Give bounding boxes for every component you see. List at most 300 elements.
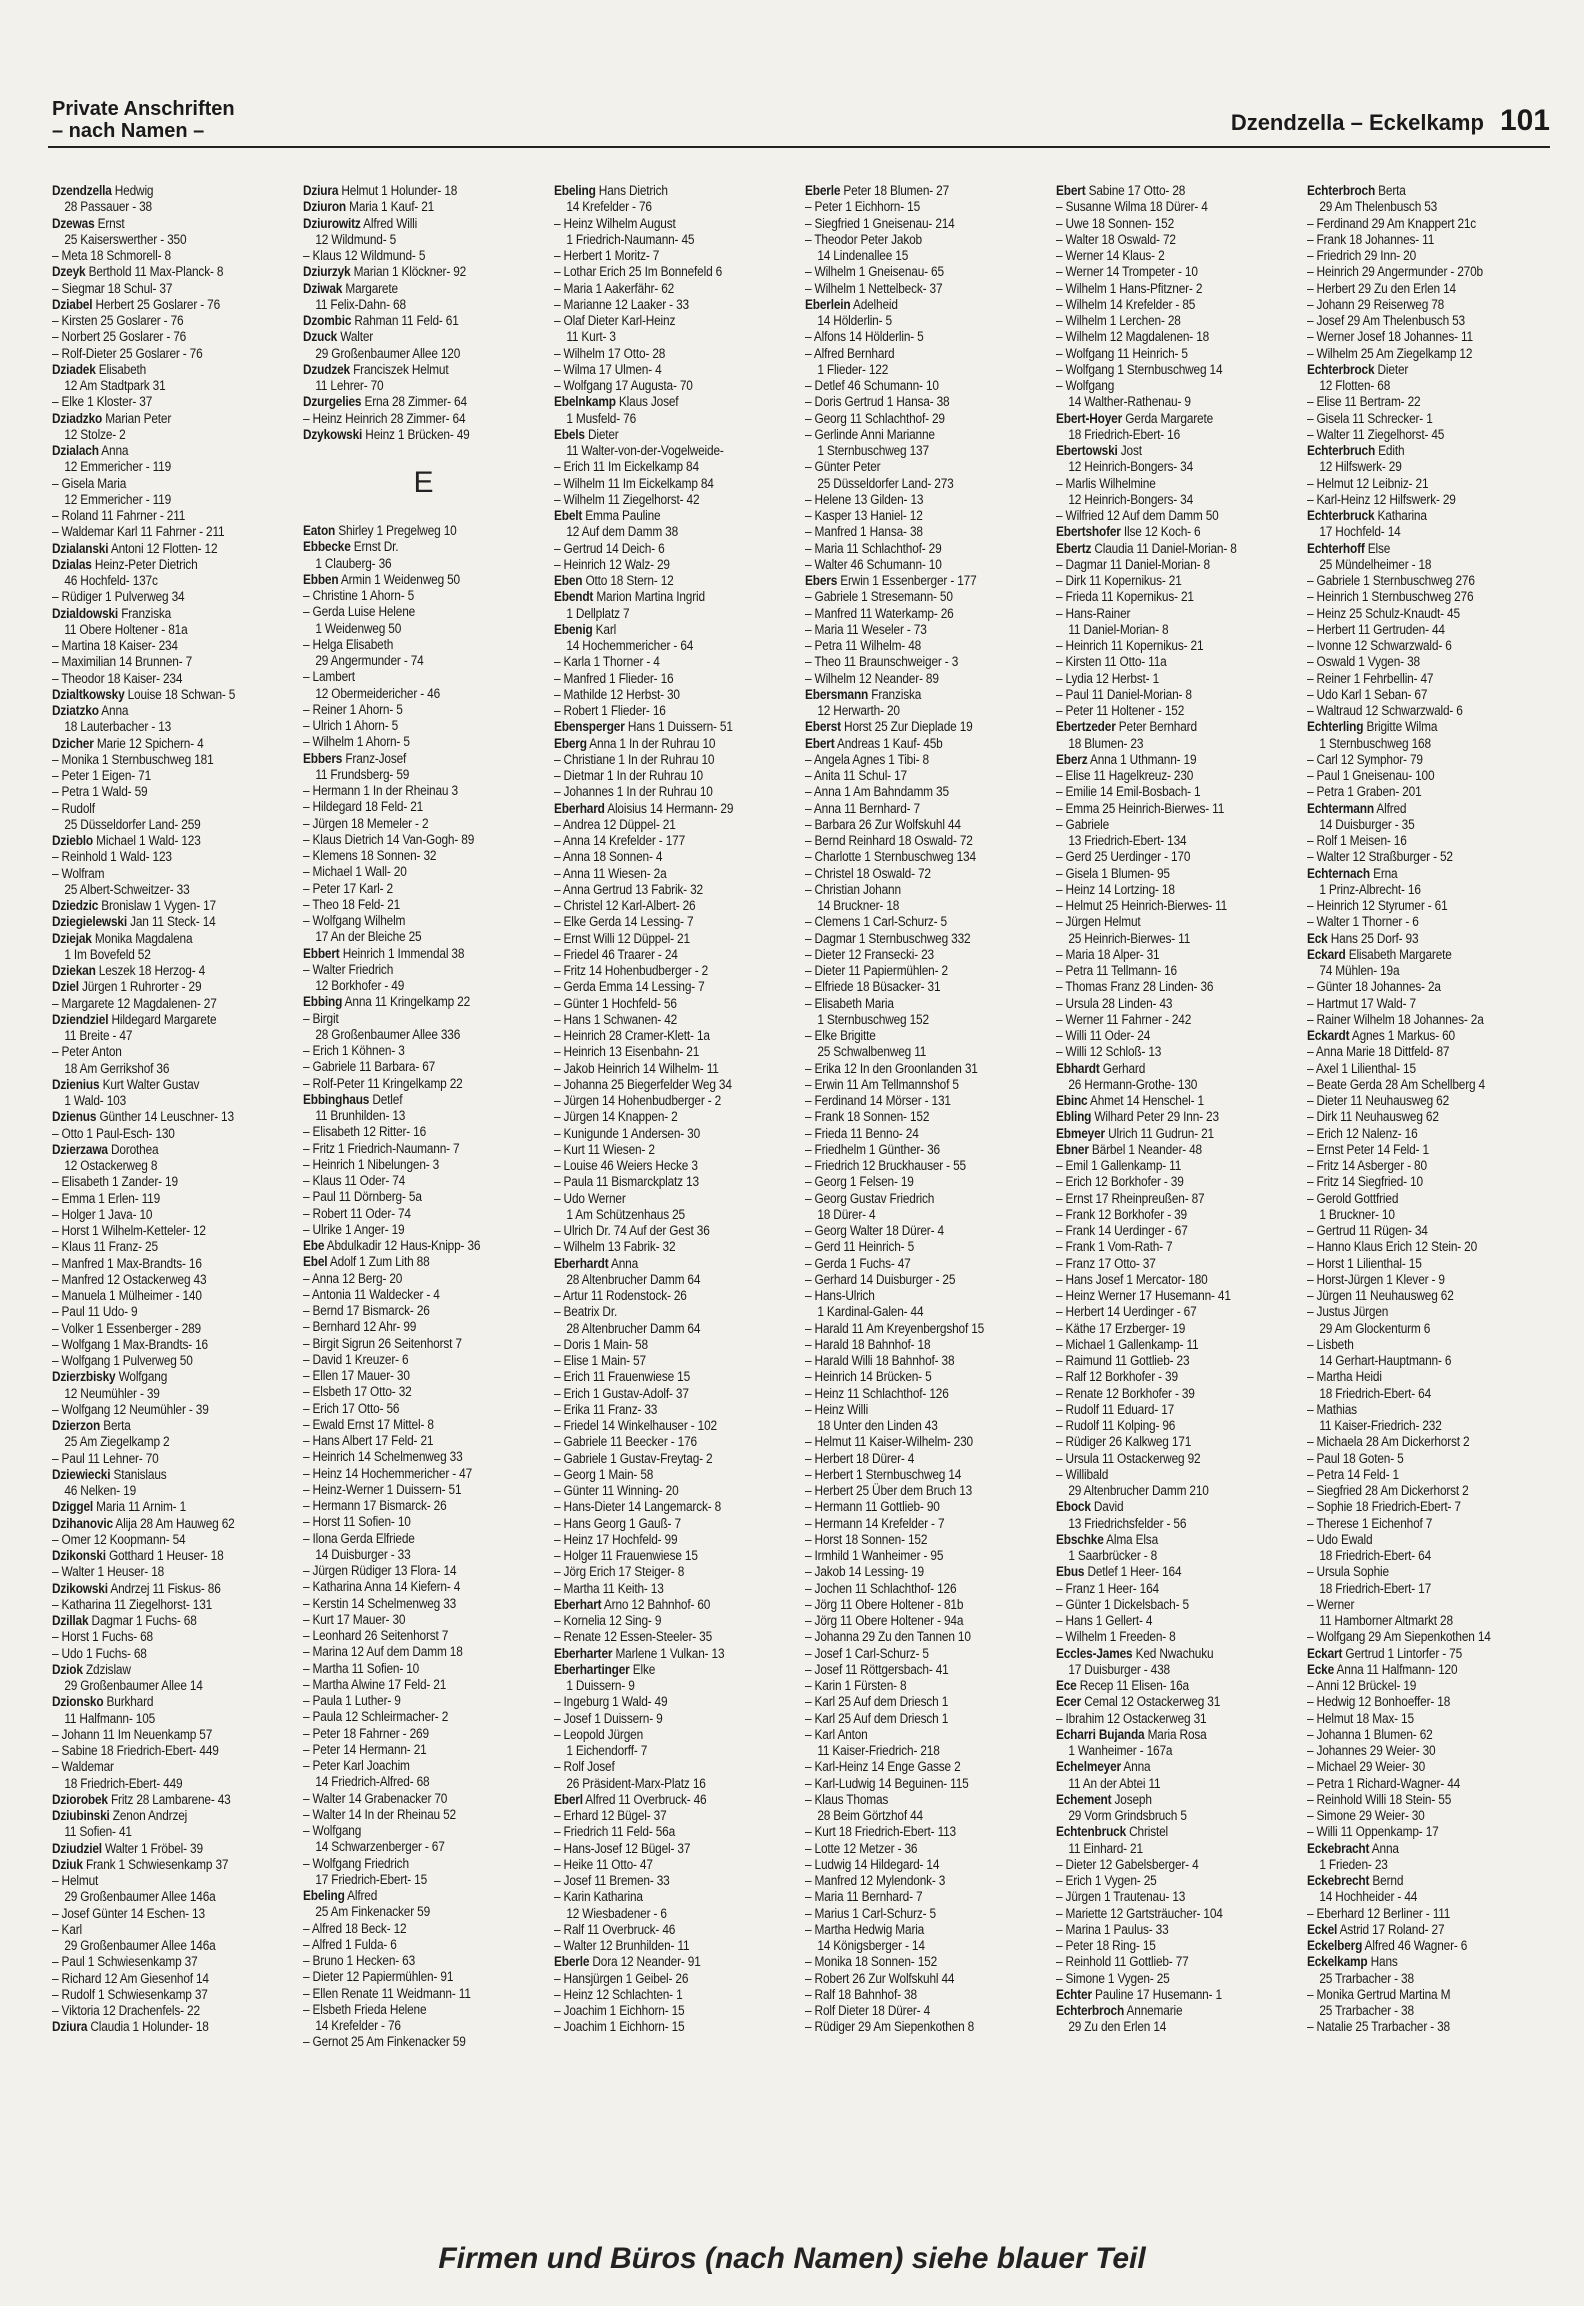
entry-surname: Eberhard	[554, 800, 605, 816]
entry-details: Maria 1 Kauf- 21	[345, 199, 435, 215]
directory-sub-entry: – Peter 1 Eigen- 71	[52, 768, 152, 783]
entry-surname: Eccles-James	[1056, 1645, 1133, 1661]
directory-sub-entry: – Jürgen 11 Neuhausweg 62	[1307, 1288, 1454, 1303]
directory-entry	[554, 183, 794, 199]
directory-sub-entry: – Hermann 14 Krefelder - 7	[805, 1515, 945, 1531]
directory-entry	[52, 541, 292, 557]
directory-sub-entry: – Petra 14 Feld- 1	[1307, 1466, 1399, 1482]
entry-surname: Dzienius	[52, 1076, 100, 1092]
directory-sub-entry: – Ewald Ernst 17 Mittel- 8	[303, 1416, 434, 1432]
directory-sub-entry: – Helmut 12 Leibniz- 21	[1307, 475, 1429, 491]
directory-entry	[52, 1467, 292, 1483]
entry-details: Christel	[1126, 1824, 1169, 1840]
directory-sub-entry: – Alfred 18 Beck- 12	[303, 1920, 407, 1936]
directory-entry	[554, 1597, 794, 1613]
entry-details: Louise 18 Schwan- 5	[124, 686, 236, 702]
entry-surname: Dziadek	[52, 361, 96, 377]
directory-sub-entry: – Jürgen Rüdiger 13 Flora- 14	[303, 1563, 457, 1578]
entry-address-line: 12 Wildmund- 5	[315, 231, 397, 247]
entry-surname: Eckebrecht	[1307, 1873, 1370, 1888]
entry-surname: Ebers	[805, 573, 838, 588]
directory-sub-entry: – Frieda 11 Kopernikus- 21	[1056, 589, 1194, 605]
directory-entry	[1056, 1759, 1296, 1775]
entry-address-line: 25 Düsseldorfer Land- 273	[817, 475, 954, 491]
directory-sub-entry: – Hartmut 17 Wald- 7	[1307, 995, 1416, 1011]
entry-details: Ilse 12 Koch- 6	[1120, 524, 1201, 540]
entry-details: Berta	[100, 1418, 131, 1433]
directory-entry	[554, 1954, 794, 1970]
entry-address-line: 14 Königsberger - 14	[817, 1938, 925, 1953]
entry-surname: Dziurzyk	[303, 264, 351, 280]
directory-sub-entry: – Wilhelm 14 Krefelder - 85	[1056, 296, 1196, 312]
directory-sub-entry: – Michaela 28 Am Dickerhorst 2	[1307, 1434, 1470, 1450]
entry-address-line: 11 Felix-Dahn- 68	[315, 296, 406, 312]
directory-sub-entry: – David 1 Kreuzer- 6	[303, 1351, 409, 1367]
directory-sub-entry: – Kurt 18 Friedrich-Ebert- 113	[805, 1824, 956, 1840]
directory-sub-entry: – Jürgen 14 Knappen- 2	[554, 1109, 678, 1125]
entry-address-line: 25 Albert-Schweitzer- 33	[64, 881, 190, 897]
entry-address-line: 25 Trarbacher - 38	[1319, 1970, 1414, 1986]
directory-sub-entry: – Harald 18 Bahnhof- 18	[805, 1336, 931, 1352]
directory-sub-entry: – Kasper 13 Haniel- 12	[805, 508, 923, 523]
directory-sub-entry: – Lydia 12 Herbst- 1	[1056, 670, 1160, 686]
directory-sub-entry: – Hans 1 Schwanen- 42	[554, 1011, 678, 1027]
directory-sub-entry: – Emil 1 Gallenkamp- 11	[1056, 1158, 1182, 1173]
directory-entry	[52, 2019, 292, 2035]
directory-sub-entry: – Anna 1 Am Bahndamm 35	[805, 784, 949, 800]
directory-entry	[52, 1841, 292, 1857]
entry-address-line: 14 Friedrich-Alfred- 68	[315, 1774, 430, 1790]
directory-sub-entry: – Hansjürgen 1 Geibel- 26	[554, 1970, 689, 1986]
directory-sub-entry: – Jürgen 1 Trautenau- 13	[1056, 1889, 1186, 1905]
directory-sub-entry: – Wilhelm 12 Neander- 89	[805, 670, 939, 686]
directory-sub-entry: – Horst 1 Lilienthal- 15	[1307, 1255, 1422, 1271]
directory-sub-entry: – Wilhelm 25 Am Ziegelkamp 12	[1307, 345, 1473, 361]
entry-details: Dieter	[584, 426, 619, 442]
directory-sub-entry: – Walter 12 Straßburger - 52	[1307, 849, 1453, 865]
entry-details: Dorothea	[107, 1141, 159, 1157]
entry-details: Bärbel 1 Neander- 48	[1088, 1141, 1202, 1157]
entry-details: Aloisius 14 Hermann- 29	[604, 800, 734, 816]
directory-sub-entry: – Waldemar Karl 11 Fahrner - 211	[52, 524, 225, 540]
entry-address-line: 11 Kurt- 3	[566, 329, 616, 345]
entry-details: Antoni 12 Flotten- 12	[108, 540, 218, 556]
directory-entry	[303, 216, 543, 232]
entry-details: Brigitte Wilma	[1363, 719, 1438, 735]
directory-sub-entry: – Elfriede 18 Büsacker- 31	[805, 979, 941, 995]
entry-address-line: 29 Großenbaumer Allee 120	[315, 345, 461, 361]
directory-sub-entry: – Beatrix Dr.	[554, 1304, 618, 1320]
directory-sub-entry: – Dieter 11 Papiermühlen- 2	[805, 963, 948, 978]
directory-sub-entry: – Josef 11 Röttgersbach- 41	[805, 1661, 949, 1677]
directory-entry	[1056, 183, 1296, 199]
entry-address-line: 1 Friedrich-Naumann- 45	[566, 231, 695, 247]
entry-details: Walter	[337, 329, 374, 345]
directory-entry	[1307, 1873, 1547, 1889]
entry-details: Marion Martina Ingrid	[593, 589, 705, 605]
entry-surname: Dziuron	[303, 199, 346, 215]
directory-entry	[52, 1857, 292, 1873]
directory-sub-entry: – Gerlinde Anni Marianne	[805, 426, 935, 442]
entry-address-line: 25 Schwalbenweg 11	[817, 1044, 927, 1060]
entry-address-line: 18 Blumen- 23	[1068, 735, 1144, 751]
entry-details: Michael 1 Wald- 123	[93, 833, 201, 848]
entry-address-line: 12 Hilfswerk- 29	[1319, 459, 1402, 475]
directory-sub-entry: – Georg 1 Felsen- 19	[805, 1174, 914, 1190]
directory-sub-entry: – Peter Karl Joachim	[303, 1758, 410, 1773]
directory-sub-entry: – Klaus Dietrich 14 Van-Gogh- 89	[303, 831, 475, 847]
directory-sub-entry: – Gertrud 14 Deich- 6	[554, 540, 665, 556]
directory-entry	[1056, 443, 1296, 459]
entry-details: Franciszek Helmut	[349, 361, 449, 377]
directory-sub-entry: – Gerda 1 Fuchs- 47	[805, 1255, 911, 1271]
directory-sub-entry: – Gisela 11 Schrecker- 1	[1307, 410, 1433, 426]
entry-address-line: 1 Weidenweg 50	[315, 620, 402, 636]
directory-sub-entry: – Wilhelm 12 Magdalenen- 18	[1056, 329, 1210, 345]
directory-sub-entry: – Wilhelm 1 Ahorn- 5	[303, 734, 410, 750]
directory-sub-entry: – Paul 18 Goten- 5	[1307, 1450, 1404, 1466]
directory-sub-entry: – Wolfgang Friedrich	[303, 1855, 409, 1871]
directory-entry	[52, 1792, 292, 1808]
directory-sub-entry: – Dieter 11 Neuhausweg 62	[1307, 1093, 1449, 1108]
directory-sub-entry: – Heinz Werner 17 Husemann- 41	[1056, 1288, 1231, 1303]
directory-sub-entry: – Anna 11 Wiesen- 2a	[554, 865, 667, 881]
directory-sub-entry: – Ulrike 1 Anger- 19	[303, 1221, 405, 1237]
directory-entry	[1056, 2003, 1296, 2019]
directory-sub-entry: – Alfred 1 Fulda- 6	[303, 1936, 397, 1952]
entry-surname: Echterbroch	[1056, 2003, 1125, 2018]
entry-address-line: 1 Bruckner- 10	[1319, 1206, 1395, 1222]
entry-address-line: 29 Großenbaumer Allee 14	[64, 1678, 203, 1693]
entry-address-line: 11 Daniel-Morian- 8	[1068, 621, 1169, 637]
directory-sub-entry: – Waldemar	[52, 1759, 114, 1775]
entry-surname: Ebelt	[554, 508, 583, 523]
directory-entry	[805, 183, 1045, 199]
directory-sub-entry: – Udo Werner	[554, 1190, 626, 1206]
entry-details: Fritz 28 Lambarene- 43	[107, 1791, 231, 1807]
entry-address-line: 14 Schwarzenberger - 67	[315, 1839, 445, 1855]
directory-sub-entry: – Richard 12 Am Giesenhof 14	[52, 1970, 209, 1986]
directory-entry	[52, 1499, 292, 1515]
directory-sub-entry: – Anna 18 Sonnen- 4	[554, 849, 663, 865]
directory-sub-entry: – Karl-Heinz 12 Hilfswerk- 29	[1307, 491, 1456, 507]
entry-surname: Echterhoff	[1307, 540, 1365, 556]
entry-address-line: 12 Am Stadtpark 31	[64, 378, 166, 393]
directory-sub-entry: – Frank 14 Uerdinger - 67	[1056, 1223, 1188, 1238]
directory-sub-entry: – Günter 1 Hochfeld- 56	[554, 995, 677, 1011]
directory-sub-entry: – Karl Anton	[805, 1726, 868, 1742]
directory-sub-entry: – Udo Karl 1 Seban- 67	[1307, 686, 1428, 702]
directory-sub-entry: – Lotte 12 Metzer - 36	[805, 1840, 918, 1856]
directory-entry	[554, 508, 794, 524]
entry-surname: Ebmeyer	[1056, 1125, 1105, 1141]
entry-details: Claudia 1 Holunder- 18	[87, 2019, 209, 2035]
directory-sub-entry: – Paula 12 Schleirmacher- 2	[303, 1709, 449, 1725]
directory-sub-entry: – Georg 1 Main- 58	[554, 1466, 654, 1482]
entry-details: Klaus Josef	[615, 394, 679, 410]
entry-address-line: 28 Altenbrucher Damm 64	[566, 1271, 701, 1287]
entry-surname: Eckard	[1307, 946, 1346, 962]
directory-entry	[52, 183, 292, 199]
directory-entry	[1056, 1061, 1296, 1077]
entry-details: Adolf 1 Zum Lith 88	[327, 1254, 430, 1270]
directory-sub-entry: – Sabine 18 Friedrich-Ebert- 449	[52, 1743, 219, 1758]
directory-sub-entry: – Volker 1 Essenberger - 289	[52, 1320, 201, 1336]
entry-address-line: 1 Duissern- 9	[566, 1678, 635, 1693]
entry-surname: Eberz	[1056, 751, 1088, 767]
entry-details: Alfred 46 Wagner- 6	[1362, 1938, 1468, 1953]
entry-address-line: 28 Altenbrucher Damm 64	[566, 1320, 701, 1336]
entry-details: Armin 1 Weidenweg 50	[338, 571, 460, 587]
entry-surname: Ebner	[1056, 1141, 1089, 1157]
directory-sub-entry: – Horst 11 Sofien- 10	[303, 1514, 411, 1530]
directory-sub-entry: – Dagmar 11 Daniel-Morian- 8	[1056, 556, 1210, 572]
entry-address-line: 12 Auf dem Damm 38	[566, 524, 679, 540]
entry-details: Andreas 1 Kauf- 45b	[834, 735, 943, 751]
directory-sub-entry: – Ulrich Dr. 74 Auf der Gest 36	[554, 1223, 710, 1238]
entry-address-line: 12 Stolze- 2	[64, 426, 126, 442]
directory-sub-entry: – Maria 11 Bernhard- 7	[805, 1889, 923, 1905]
entry-surname: Ebendt	[554, 589, 594, 605]
directory-sub-entry: – Gernot 25 Am Finkenacker 59	[303, 2034, 466, 2050]
entry-address-line: 11 Halfmann- 105	[64, 1710, 156, 1726]
directory-entry	[1056, 1694, 1296, 1710]
entry-details: Berthold 11 Max-Planck- 8	[85, 264, 224, 280]
directory-sub-entry: – Johann 11 Im Neuenkamp 57	[52, 1726, 213, 1742]
entry-details: Bernd	[1369, 1873, 1404, 1888]
directory-sub-entry: – Gabriele 1 Stresemann- 50	[805, 589, 953, 605]
directory-sub-entry: – Paul 11 Udo- 9	[52, 1304, 138, 1320]
directory-sub-entry: – Sophie 18 Friedrich-Ebert- 7	[1307, 1499, 1461, 1515]
directory-sub-entry: – Ralf 11 Overbruck- 46	[554, 1921, 676, 1937]
directory-sub-entry: – Siegmar 18 Schul- 37	[52, 280, 173, 296]
directory-entry	[1307, 866, 1547, 882]
directory-sub-entry: – Dietmar 1 In der Ruhrau 10	[554, 768, 703, 783]
directory-sub-entry: – Hans 1 Gellert- 4	[1056, 1613, 1153, 1628]
entry-address-line: 29 Zu den Erlen 14	[1068, 2019, 1167, 2035]
directory-sub-entry: – Simone 1 Vygen- 25	[1056, 1970, 1170, 1986]
directory-sub-entry: – Reinhold 11 Gottlieb- 77	[1056, 1954, 1189, 1970]
directory-sub-entry: – Ferdinand 14 Mörser - 131	[805, 1093, 951, 1108]
directory-entry	[1307, 1646, 1547, 1662]
entry-details: Margarete	[342, 280, 398, 296]
entry-details: Detlef	[369, 1091, 403, 1107]
directory-entry	[1307, 719, 1547, 735]
entry-address-line: 18 Friedrich-Ebert- 16	[1068, 426, 1180, 442]
directory-sub-entry: – Gabriele 11 Beecker - 176	[554, 1434, 697, 1450]
entry-address-line: 14 Gerhart-Hauptmann- 6	[1319, 1353, 1452, 1368]
entry-surname: Eck	[1307, 930, 1328, 946]
directory-sub-entry: – Simone 29 Weier- 30	[1307, 1808, 1425, 1823]
directory-sub-entry: – Klaus 11 Oder- 74	[303, 1173, 406, 1188]
entry-details: Joseph	[1111, 1791, 1152, 1807]
entry-details: Berta	[1375, 183, 1406, 198]
entry-address-line: 17 An der Bleiche 25	[315, 929, 422, 945]
entry-address-line: 12 Emmericher - 119	[64, 459, 172, 475]
entry-details: Monika Magdalena	[91, 930, 193, 946]
directory-sub-entry: – Angela Agnes 1 Tibi- 8	[805, 751, 929, 767]
entry-details: Alfred	[1373, 800, 1407, 816]
directory-sub-entry: – Maria 11 Schlachthof- 29	[805, 540, 942, 556]
directory-sub-entry: – Hans Albert 17 Feld- 21	[303, 1433, 434, 1448]
directory-entry	[554, 394, 794, 410]
directory-entry	[52, 703, 292, 719]
entry-details: Marlene 1 Vulkan- 13	[612, 1645, 725, 1661]
entry-surname: Eben	[554, 573, 583, 588]
directory-sub-entry: – Friedel 46 Traarer - 24	[554, 946, 678, 962]
directory-sub-entry: – Friedrich 29 Inn- 20	[1307, 248, 1417, 263]
entry-surname: Echter	[1056, 1986, 1092, 2002]
directory-sub-entry: – Maria 1 Aakerfähr- 62	[554, 280, 675, 296]
entry-details: Marian Peter	[102, 410, 172, 426]
directory-sub-entry: – Peter 1 Eichhorn- 15	[805, 199, 921, 215]
entry-details: Anna 1 Uthmann- 19	[1087, 751, 1197, 767]
directory-sub-entry: – Rolf-Dieter 25 Goslarer - 76	[52, 345, 203, 361]
directory-sub-entry: – Rainer Wilhelm 18 Johannes- 2a	[1307, 1011, 1484, 1027]
directory-sub-entry: – Artur 11 Rodenstock- 26	[554, 1288, 687, 1303]
entry-address-line: 1 Im Bovefeld 52	[64, 946, 151, 962]
directory-sub-entry: – Heinrich 28 Cramer-Klett- 1a	[554, 1028, 710, 1043]
directory-sub-entry: – Christel 18 Oswald- 72	[805, 865, 931, 881]
directory-sub-entry: – Herbert 29 Zu den Erlen 14	[1307, 280, 1456, 296]
directory-entry	[52, 914, 292, 930]
directory-sub-entry: – Elke 1 Kloster- 37	[52, 394, 153, 410]
entry-address-line: 1 Sternbuschweg 152	[817, 1011, 929, 1027]
entry-details: Heinz 1 Brücken- 49	[362, 426, 470, 442]
directory-entry	[805, 719, 1045, 735]
directory-sub-entry: – Josef 11 Bremen- 33	[554, 1873, 670, 1888]
directory-sub-entry: – Udo Ewald	[1307, 1531, 1373, 1547]
entry-details: Alfred	[344, 1888, 378, 1903]
entry-address-line: 14 Hochheider - 44	[1319, 1889, 1418, 1905]
entry-address-line: 29 Am Thelenbusch 53	[1319, 199, 1438, 215]
entry-surname: Dzialach	[52, 443, 99, 458]
directory-sub-entry: – Erwin 11 Am Tellmannshof 5	[805, 1076, 959, 1092]
directory-sub-entry: – Karl 25 Auf dem Driesch 1	[805, 1710, 949, 1726]
entry-details: Elisabeth Margarete	[1345, 946, 1452, 962]
directory-sub-entry: – Monika 18 Sonnen- 152	[805, 1954, 938, 1970]
entry-surname: Ebhardt	[1056, 1060, 1100, 1076]
entry-surname: Eckelberg	[1307, 1938, 1363, 1953]
entry-surname: Dzionsko	[52, 1694, 104, 1710]
directory-sub-entry: – Wolfgang	[303, 1823, 362, 1838]
entry-surname: Dziadzko	[52, 410, 103, 426]
directory-entry	[52, 606, 292, 622]
entry-surname: Dzillak	[52, 1613, 89, 1628]
directory-sub-entry: – Bruno 1 Hecken- 63	[303, 1953, 416, 1968]
directory-sub-entry: – Udo 1 Fuchs- 68	[52, 1645, 147, 1661]
entry-surname: Ebbers	[303, 750, 343, 766]
directory-sub-entry: – Wolfgang Wilhelm	[303, 913, 406, 928]
directory-sub-entry: – Ursula 28 Linden- 43	[1056, 995, 1173, 1011]
entry-surname: Eberhart	[554, 1596, 602, 1612]
directory-entry	[52, 931, 292, 947]
directory-entry	[1307, 947, 1547, 963]
entry-address-line: 18 Am Gerrikshof 36	[64, 1060, 170, 1076]
entry-address-line: 1 Flieder- 122	[817, 361, 889, 377]
directory-sub-entry: – Petra 11 Tellmann- 16	[1056, 963, 1177, 978]
directory-entry	[1307, 801, 1547, 817]
directory-sub-entry: – Wilhelm 11 Ziegelhorst- 42	[554, 491, 700, 507]
entry-surname: Ebus	[1056, 1564, 1085, 1580]
entry-surname: Dziegielewski	[52, 914, 127, 930]
name-range-title: Dzendzella – Eckelkamp	[1230, 110, 1484, 135]
entry-details: Jost	[1117, 443, 1142, 458]
entry-surname: Echterbroch	[1307, 183, 1376, 198]
directory-sub-entry: – Jochen 11 Schlachthof- 126	[805, 1580, 957, 1596]
entry-surname: Ebenig	[554, 621, 593, 637]
entry-surname: Echelmeyer	[1056, 1759, 1121, 1775]
directory-entry	[1056, 1142, 1296, 1158]
entry-surname: Dzierzon	[52, 1418, 101, 1433]
entry-surname: Echarri Bujanda	[1056, 1726, 1145, 1742]
directory-sub-entry: – Ludwig 14 Hildegard- 14	[805, 1856, 940, 1872]
directory-sub-entry: – Uwe 18 Sonnen- 152	[1056, 215, 1175, 231]
directory-sub-entry: – Martha 11 Sofien- 10	[303, 1660, 420, 1676]
directory-sub-entry: – Katharina 11 Ziegelhorst- 131	[52, 1596, 213, 1612]
directory-sub-entry: – Klaus Thomas	[805, 1791, 889, 1807]
directory-sub-entry: – Wilhelm 1 Hans-Pfitzner- 2	[1056, 280, 1203, 296]
directory-sub-entry: – Theo 11 Braunschweiger - 3	[805, 654, 959, 670]
directory-sub-entry: – Friedrich 11 Feld- 56a	[554, 1824, 676, 1840]
directory-entry	[52, 1548, 292, 1564]
directory-entry	[554, 622, 794, 638]
directory-entry	[52, 979, 292, 995]
directory-entry	[303, 994, 543, 1010]
entry-address-line: 14 Hölderlin- 5	[817, 313, 892, 328]
entry-details: Erna	[1369, 865, 1398, 881]
directory-entry	[1307, 1954, 1547, 1970]
directory-entry	[1056, 1824, 1296, 1840]
entry-surname: Ebertshofer	[1056, 524, 1121, 540]
directory-sub-entry: – Jürgen 18 Memeler - 2	[303, 815, 429, 831]
directory-sub-entry: – Paula 1 Luther- 9	[303, 1693, 401, 1708]
entry-surname: Dziorobek	[52, 1791, 108, 1807]
entry-surname: Dziejak	[52, 930, 92, 946]
directory-sub-entry: – Wilfried 12 Auf dem Damm 50	[1056, 508, 1219, 523]
entry-surname: Ebe	[303, 1238, 325, 1253]
directory-sub-entry: – Maria 11 Weseler - 73	[805, 621, 927, 637]
directory-entry	[303, 1888, 543, 1904]
directory-sub-entry: – Holger 1 Java- 10	[52, 1206, 153, 1222]
entry-details: Annemarie	[1124, 2003, 1183, 2018]
directory-sub-entry: – Helmut	[52, 1873, 99, 1888]
directory-sub-entry: – Johanna 1 Blumen- 62	[1307, 1726, 1433, 1742]
entry-address-line: 14 Walther-Rathenau- 9	[1068, 394, 1191, 410]
directory-sub-entry: – Elise 11 Hagelkreuz- 230	[1056, 768, 1194, 783]
entry-surname: Dzierzawa	[52, 1141, 108, 1157]
entry-surname: Ecer	[1056, 1694, 1082, 1710]
entry-address-line: 1 Sternbuschweg 137	[817, 443, 929, 458]
entry-surname: Dzialas	[52, 556, 92, 572]
directory-sub-entry: – Detlef 46 Schumann- 10	[805, 378, 939, 393]
directory-sub-entry: – Ursula 11 Ostackerweg 92	[1056, 1450, 1201, 1466]
directory-sub-entry: – Natalie 25 Trarbacher - 38	[1307, 2019, 1450, 2035]
directory-sub-entry: – Frank 18 Johannes- 11	[1307, 231, 1435, 247]
directory-sub-entry: – Kirsten 25 Goslarer - 76	[52, 313, 184, 328]
directory-entry	[52, 833, 292, 849]
directory-sub-entry: – Helene 13 Gilden- 13	[805, 491, 924, 507]
entry-details: Jürgen 1 Ruhrorter - 29	[78, 979, 202, 995]
directory-sub-entry: – Joachim 1 Eichhorn- 15	[554, 2019, 685, 2035]
entry-details: Karl	[592, 621, 617, 637]
directory-sub-entry: – Walter 11 Ziegelhorst- 45	[1307, 426, 1445, 442]
entry-address-line: 29 Großenbaumer Allee 146a	[64, 1889, 216, 1905]
directory-sub-entry: – Josef 29 Am Thelenbusch 53	[1307, 313, 1465, 328]
directory-sub-entry: – Jörg 11 Obere Holtener - 94a	[805, 1613, 964, 1628]
directory-sub-entry: – Gerold Gottfried	[1307, 1190, 1399, 1206]
directory-entry	[1056, 752, 1296, 768]
